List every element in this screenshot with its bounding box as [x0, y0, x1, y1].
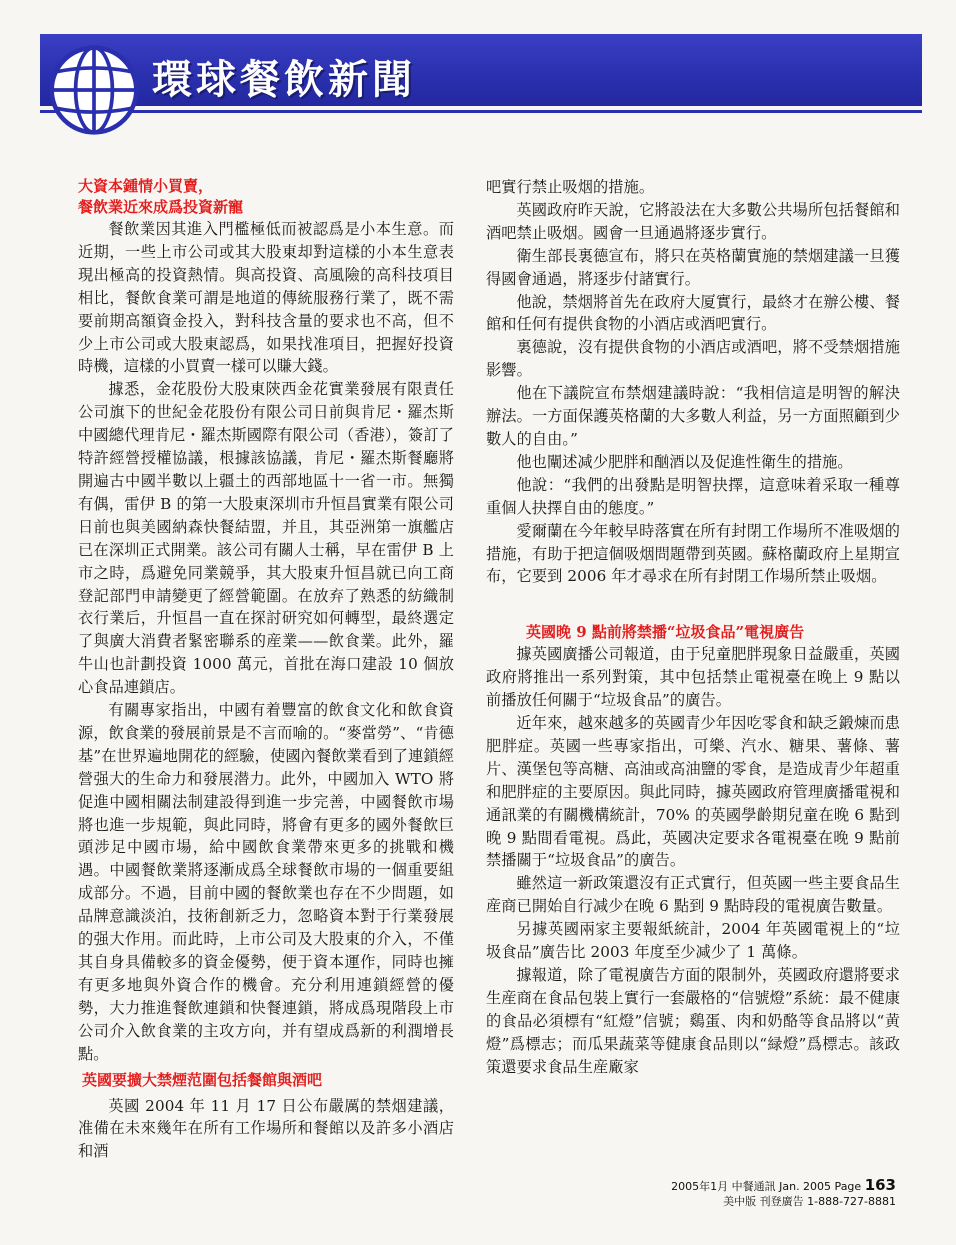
- article-heading-investment: [78, 176, 454, 218]
- paragraph: 裏德說，沒有提供食物的小酒店或酒吧，將不受禁烟措施影響。: [486, 338, 900, 380]
- footer-issue-line: [671, 1178, 896, 1194]
- globe-icon: [48, 44, 140, 136]
- footer-ad-line: 美中版 刊登廣告 1-888-727-8881: [723, 1195, 896, 1208]
- heading-line-1: 大資本鍾情小買賣，: [78, 177, 214, 195]
- paragraph: 據悉，金花股份大股東陝西金花實業發展有限責任公司旗下的世紀金花股份有限公司日前與肯尼・羅杰斯中國總代理肯尼・羅杰斯國際有限公司（香港），簽訂了特許經營授權協議，根據該協議，肯尼・羅杰斯餐廳將開遍古中國半數以上疆土的西部地區十一省一市。無獨有偶，雷伊 B 的第一大股東深圳市升恒昌實業有限公司日前也與美國納森快餐結盟，并且，其亞洲第一旗艦店已在深圳正式開業。該公司有關人士稱，早在雷伊 B 上市之時，爲避免同業競爭，其大股東升恒昌就已向工商登記部門申請變更了經營範圍。在放弃了熟悉的紡織制衣行業后，升恒昌一直在探討研究如何轉型，最終選定了與廣大消費者緊密聯系的産業——飲食業。此外，羅牛山也計劃投資 1000 萬元，首批在海口建設 10 個放心食品連鎖店。: [78, 380, 454, 697]
- page-number: 163: [864, 1176, 896, 1194]
- left-column: [78, 176, 454, 1163]
- paragraph: 有關專家指出，中國有着豐富的飲食文化和飲食資源，飲食業的發展前景是不言而喻的。“麥當勞”、“肯德基”在世界遍地開花的經驗，使國內餐飲業看到了連鎖經營强大的生命力和發展潜力。此外，中國加入 WTO 將促進中國相關法制建設得到進一步完善，中國餐飲市場將也進一步規範，與此同時，將會有更多的國外餐飲巨頭涉足中國市場，給中國飲食業帶來更多的挑戰和機遇。中國餐飲業將逐漸成爲全球餐飲市場的一個重要組成部分。不過，目前中國的餐飲業也存在不少問題，如品牌意識淡泊，技術創新乏力，忽略資本對于行業發展的强大作用。而此時，上市公司及大股東的介入，不僅其自身具備較多的資金優勢，便于資本運作，同時也擁有更多地與外資合作的機會。充分利用連鎖經營的優勢，大力推進餐飲連鎖和快餐連鎖，將成爲現階段上市公司介入飲食業的主攻方向，并有望成爲新的利潤增長點。: [78, 701, 454, 1063]
- paragraph: 另據英國兩家主要報紙統計，2004 年英國電視上的“垃圾食品”廣告比 2003 年度至少减少了 1 萬條。: [486, 920, 900, 962]
- paragraph: 吧實行禁止吸烟的措施。: [486, 178, 655, 196]
- paragraph: 據英國廣播公司報道，由于兒童肥胖現象日益嚴重，英國政府將推出一系列對策，其中包括禁止電視臺在晚上 9 點以前播放任何關于“垃圾食品”的廣告。: [486, 645, 900, 710]
- right-column: [486, 176, 900, 1079]
- paragraph: 據報道，除了電視廣告方面的限制外，英國政府還將要求生産商在食品包裝上實行一套嚴格的“信號燈”系統：最不健康的食品必須標有“紅燈”信號；鷄蛋、肉和奶酪等食品將以“黄燈”爲標志；而瓜果蔬菜等健康食品則以“緑燈”爲標志。該政策還要求食品生産廠家: [486, 966, 900, 1076]
- paragraph: 衛生部長裏德宣布，將只在英格蘭實施的禁烟建議一旦獲得國會通過，將逐步付諸實行。: [486, 246, 900, 288]
- paragraph: 他在下議院宣布禁烟建議時說：“我相信這是明智的解決辦法。一方面保護英格蘭的大多數人利益，另一方面照顧到少數人的自由。”: [486, 384, 900, 448]
- paragraph: 他說：“我們的出發點是明智抉擇，這意味着采取一種尊重個人抉擇自由的態度。”: [486, 475, 900, 517]
- footer-issue-text: 2005年1月 中餐通訊 Jan. 2005 Page: [671, 1180, 865, 1193]
- paragraph: 英國政府昨天說，它將設法在大多數公共場所包括餐館和酒吧禁止吸烟。國會一旦通過將逐步實行。: [486, 200, 900, 242]
- article-heading-junk-food-ads: 英國晚 9 點前將禁播“垃圾食品”電視廣告: [526, 623, 805, 642]
- paragraph: 他也闡述减少肥胖和酗酒以及促進性衛生的措施。: [516, 452, 853, 471]
- page-footer: [671, 1178, 896, 1209]
- article-heading-smoking-ban: 英國要擴大禁煙范圍包括餐館與酒吧: [82, 1070, 323, 1089]
- paragraph: 近年來，越來越多的英國青少年因吃零食和缺乏鍛煉而患肥胖症。英國一些專家指出，可樂、汽水、糖果、薯條、薯片、漢堡包等高糖、高油或高油鹽的零食，是造成青少年超重和肥胖症的主要原因。與此同時，據英國政府管理廣播電視和通訊業的有關機構統計，70% 的英國學齡期兒童在晚 6 點到晚 9 點間看電視。爲此，英國决定要求各電視臺在晚 9 點前禁播關于“垃圾食品”的廣告。: [486, 714, 900, 870]
- section-title: 環球餐飲新聞: [152, 57, 416, 103]
- heading-line-2: 餐飲業近來成爲投資新寵: [78, 198, 244, 216]
- paragraph: 餐飲業因其進入門檻極低而被認爲是小本生意。而近期，一些上市公司或其大股東却對這樣的小本生意表現出極高的投資熱情。與高投資、高風險的高科技項目相比，餐飲食業可謂是地道的傳統服務行業了，既不需要前期高額資金投入，對科技含量的要求也不高，但不少上市公司或大股東認爲，如果找准項目，把握好投資時機，這樣的小買賣一樣可以賺大錢。: [78, 220, 454, 376]
- paragraph: 雖然這一新政策還沒有正式實行，但英國一些主要食品生産商已開始自行减少在晚 6 點到 9 點時段的電視廣告數量。: [486, 874, 900, 916]
- paragraph: 英國 2004 年 11 月 17 日公布嚴厲的禁烟建議，准備在未來幾年在所有工作場所和餐館以及許多小酒店和酒: [78, 1096, 454, 1161]
- header-rule: [40, 110, 922, 113]
- paragraph: 愛爾蘭在今年較早時落實在所有封閉工作場所不准吸烟的措施，有助于把這個吸烟問題帶到英國。蘇格蘭政府上星期宣布，它要到 2006 年才尋求在所有封閉工作場所禁止吸烟。: [486, 521, 900, 586]
- paragraph: 他說，禁烟將首先在政府大厦實行，最終才在辦公樓、餐館和任何有提供食物的小酒店或酒吧實行。: [486, 292, 900, 334]
